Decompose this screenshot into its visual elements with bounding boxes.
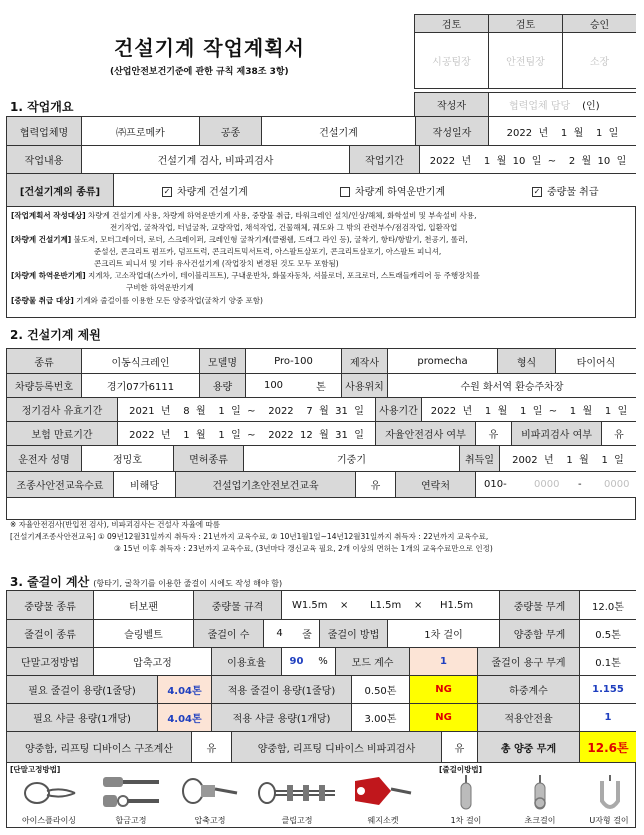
basic-education-label: 건설업기초안전보건교육 bbox=[175, 471, 355, 497]
basket-hitch-icon bbox=[597, 773, 623, 813]
icon-label: 초크걸이 bbox=[524, 816, 556, 825]
icon-label: 1차 걸이 bbox=[450, 816, 482, 825]
definition-line: 전기작업, 굴착작업, 터널굴착, 교량작업, 채석작업, 건물해체, 궤도와 그 밖의 관련부수/점검작업, 입환작업 bbox=[110, 223, 458, 232]
location-value[interactable]: 수원 화서역 환승주차장 bbox=[387, 373, 636, 397]
size-value[interactable] bbox=[281, 591, 499, 619]
weight-label: 중량물 무게 bbox=[499, 591, 579, 619]
sling-count-unit: 줄 bbox=[295, 619, 319, 647]
company-label: 협력업체명 bbox=[7, 117, 81, 145]
efficiency-unit: % bbox=[311, 647, 335, 675]
type-option-vehicle-handling[interactable] bbox=[340, 183, 445, 198]
applied-sling-label: 적용 줄걸이 용량(1줄당) bbox=[211, 675, 351, 703]
mode-value[interactable]: 1 bbox=[409, 647, 477, 675]
contact-mid: 0000 bbox=[534, 479, 560, 490]
use-period-value[interactable]: 2022 년 1 월 1 일 ~ 1 월 1 일 bbox=[421, 397, 636, 421]
capacity-value[interactable]: 100 bbox=[245, 373, 301, 397]
maker-value[interactable]: promecha bbox=[387, 349, 497, 373]
acquired-label: 취득일 bbox=[459, 445, 499, 471]
termination-value[interactable]: 압축고정 bbox=[93, 647, 211, 675]
driver-label: 운전자 성명 bbox=[7, 445, 81, 471]
form-label: 형식 bbox=[497, 349, 555, 373]
definition-line: 콘크리트 피니셔 및 기타 유사건설기계 (작업장치 변경된 것도 모두 포함됨) bbox=[94, 259, 339, 268]
sling-value[interactable]: 슬링벨트 bbox=[93, 619, 193, 647]
weight-value[interactable]: 12.0톤 bbox=[579, 591, 636, 619]
approval-header-1: 검토 bbox=[415, 15, 488, 32]
use-period-label: 사용기간 bbox=[375, 397, 421, 421]
period-value[interactable]: 2022 년 1 월 10 일 ~ 2 월 10 일 bbox=[419, 145, 636, 173]
date-label: 작성일자 bbox=[415, 117, 488, 145]
definition-line: [작업계획서 작성대상] 차량계 건설기계 사용, 차량계 하역운반기계 사용, 중량물 취급, 타워크레인 설치/인상/해체, 화학설비 및 부속설비 사용, bbox=[11, 211, 477, 220]
trade-label: 공종 bbox=[199, 117, 261, 145]
eye-splice-icon bbox=[21, 777, 77, 809]
form-value[interactable]: 타이어식 bbox=[555, 349, 636, 373]
hook-value[interactable]: 0.5톤 bbox=[579, 619, 636, 647]
size-height: H1.5m bbox=[440, 599, 474, 611]
alloy-socket-icon bbox=[101, 773, 161, 811]
license-label: 면허종류 bbox=[173, 445, 243, 471]
work-value[interactable]: 건설기계 검사, 비파괴검사 bbox=[81, 145, 349, 173]
applied-sling-value[interactable]: 0.50톤 bbox=[351, 675, 409, 703]
approval-signer-1[interactable]: 시공팀장 bbox=[415, 32, 488, 88]
reg-value[interactable]: 경기07가6111 bbox=[81, 373, 199, 397]
size-label: 중량물 규격 bbox=[193, 591, 281, 619]
hook-label: 양중함 무게 bbox=[499, 619, 579, 647]
tool-weight-label: 줄걸이 용구 무게 bbox=[477, 647, 579, 675]
load-factor-label: 하중계수 bbox=[477, 675, 579, 703]
self-safety-value[interactable]: 유 bbox=[475, 421, 511, 445]
section2-title: 2. 건설기계 제원 bbox=[10, 328, 101, 342]
model-label: 모델명 bbox=[199, 349, 245, 373]
ndt-label: 비파괴검사 여부 bbox=[511, 421, 601, 445]
definitions-box bbox=[6, 206, 636, 318]
company-value[interactable]: ㈜프로메카 bbox=[81, 117, 199, 145]
location-label: 사용위치 bbox=[341, 373, 387, 397]
definition-line: [차량계 건설기계] 불도저, 모터그레이더, 로더, 스크레이퍼, 크레인형 굴착기계(클램쉘, 드래그 라인 등), 굴착기, 항타/항발기, 천공기, 롤러, bbox=[11, 235, 468, 244]
icon-label: 합금고정 bbox=[115, 816, 147, 825]
struct-calc-value[interactable]: 유 bbox=[191, 731, 231, 762]
load-factor-value: 1.155 bbox=[579, 675, 636, 703]
compression-sleeve-icon bbox=[181, 775, 239, 809]
safety-rate-value: 1 bbox=[579, 703, 636, 731]
sling-count-label: 줄걸이 수 bbox=[193, 619, 263, 647]
vertical-hitch-icon bbox=[455, 773, 477, 813]
safety-rate-label: 적용안전율 bbox=[477, 703, 579, 731]
model-value[interactable]: Pro-100 bbox=[245, 349, 341, 373]
approval-header-3: 승인 bbox=[562, 15, 636, 32]
device-ndt-value[interactable]: 유 bbox=[441, 731, 477, 762]
inspection-label: 정기검사 유효기간 bbox=[7, 397, 117, 421]
size-times-1: × bbox=[340, 599, 349, 611]
type-option-label: 차량계 하역운반기계 bbox=[355, 186, 446, 198]
wire-clip-icon bbox=[257, 779, 337, 807]
section1-title: 1. 작업개요 bbox=[10, 100, 74, 114]
contact-prefix: 010- bbox=[484, 479, 507, 490]
maker-label: 제작사 bbox=[341, 349, 387, 373]
struct-calc-label: 양중함, 리프팅 디바이스 구조계산 bbox=[7, 731, 191, 762]
icon-label: 웨지소켓 bbox=[367, 816, 399, 825]
size-times-2: × bbox=[414, 599, 423, 611]
applied-shackle-value[interactable]: 3.00톤 bbox=[351, 703, 409, 731]
self-safety-label: 자율안전검사 여부 bbox=[375, 421, 475, 445]
efficiency-value[interactable]: 90 bbox=[281, 647, 311, 675]
definition-line: [차량계 하역운반기계] 지게차, 고소작업대(스카이, 테이블리프트), 구내운반차, 화물자동차, 셔블로더, 포크로더, 스트래들캐리어 등 주행장치를 bbox=[11, 271, 480, 280]
total-weight-value: 12.6톤 bbox=[579, 731, 636, 762]
definition-line: [중량물 취급 대상] 기계와 줄걸이를 이용한 모든 양중작업(굴착기 양중 포함) bbox=[11, 296, 263, 305]
approval-header-2: 검토 bbox=[488, 15, 562, 32]
cargo-value[interactable]: 터보팬 bbox=[93, 591, 193, 619]
contact-label: 연락처 bbox=[395, 471, 475, 497]
contact-field[interactable] bbox=[475, 471, 636, 497]
icon-label: U자형 걸이 bbox=[589, 816, 629, 825]
definition-line: 구비한 하역운반기계 bbox=[126, 283, 194, 292]
specs-note-line: [건설기계조종사안전교육] ① 09년12월31일까지 취득자 : 21년까지 교육수료, ② 10년1월1일~14년12월31일까지 취득자 : 22년까지 교육수료, bbox=[10, 532, 489, 541]
trade-value[interactable]: 건설기계 bbox=[261, 117, 415, 145]
date-value[interactable]: 2022 년 1 월 1 일 bbox=[488, 117, 636, 145]
total-weight-label: 총 양중 무게 bbox=[477, 731, 579, 762]
machine-type-label: [건설기계의 종류] bbox=[7, 173, 113, 206]
choker-hitch-icon bbox=[529, 773, 551, 813]
size-width: W1.5m bbox=[292, 599, 328, 611]
applied-shackle-result: NG bbox=[409, 703, 477, 731]
capacity-label: 용량 bbox=[199, 373, 245, 397]
specs-note-line: ③ 15년 이후 취득자 : 23년까지 교육수료, (3년마다 갱신교육 필요, 2개 이상의 면허는 1개의 교육수료만으로 인정) bbox=[114, 544, 493, 553]
author-field[interactable] bbox=[488, 93, 636, 116]
document-title: 건설기계 작업계획서 bbox=[114, 36, 305, 60]
section3-title: 3. 줄걸이 계산 (항타기, 굴착기를 이용한 줄걸이 시에도 작성 해야 함) bbox=[10, 575, 283, 589]
rigging-table bbox=[6, 590, 636, 762]
efficiency-label: 이용효율 bbox=[211, 647, 281, 675]
acquired-value[interactable]: 2002 년 1 월 1 일 bbox=[499, 445, 636, 471]
cargo-label: 중량물 종류 bbox=[7, 591, 93, 619]
type-option-label: 중량물 취급 bbox=[547, 186, 599, 198]
icon-label: 클립고정 bbox=[281, 816, 313, 825]
rigging-illustrations bbox=[6, 762, 636, 828]
termination-methods-heading: [단말고정방법] bbox=[10, 765, 61, 774]
license-value[interactable]: 기중기 bbox=[243, 445, 459, 471]
icon-label: 아이스플라이싱 bbox=[21, 816, 77, 825]
approval-signer-3[interactable]: 소장 bbox=[562, 32, 636, 88]
author-value: 협력업체 담당 bbox=[509, 101, 571, 112]
ndt-value[interactable]: 유 bbox=[601, 421, 636, 445]
definition-line: 준설선, 콘크리트 펌프카, 덤프트럭, 콘크리트믹서트럭, 아스팔트살포기, 콘크리트살포기, 아스팔트 피니셔, bbox=[94, 247, 442, 256]
need-shackle-label: 필요 샤클 용량(1개당) bbox=[7, 703, 157, 731]
contact-dash: - bbox=[578, 479, 582, 490]
author-row bbox=[414, 92, 636, 116]
sling-label: 줄걸이 종류 bbox=[7, 619, 93, 647]
applied-shackle-label: 적용 샤클 용량(1개당) bbox=[211, 703, 351, 731]
type-option-vehicle-construction[interactable] bbox=[162, 183, 248, 198]
size-length: L1.5m bbox=[370, 599, 402, 611]
method-value[interactable]: 1차 걸이 bbox=[387, 619, 499, 647]
mode-label: 모드 계수 bbox=[335, 647, 409, 675]
method-label: 줄걸이 방법 bbox=[319, 619, 387, 647]
driver-value[interactable]: 정밍호 bbox=[81, 445, 173, 471]
reg-label: 차량등록번호 bbox=[7, 373, 81, 397]
insurance-label: 보험 만료기간 bbox=[7, 421, 117, 445]
approval-table bbox=[414, 14, 636, 89]
inspection-value[interactable]: 2021 년 8 월 1 일 ~ 2022 7 월 31 일 bbox=[117, 397, 375, 421]
icon-label: 압축고정 bbox=[194, 816, 226, 825]
type-option-label: 차량계 건설기계 bbox=[177, 186, 248, 198]
author-seal: (인) bbox=[582, 101, 600, 112]
applied-sling-result: NG bbox=[409, 675, 477, 703]
capacity-unit: 톤 bbox=[301, 373, 341, 397]
type-option-heavy-lifting[interactable] bbox=[532, 183, 598, 198]
contact-last: 0000 bbox=[604, 479, 630, 490]
device-ndt-label: 양중함, 리프팅 디바이스 비파괴검사 bbox=[231, 731, 441, 762]
period-label: 작업기간 bbox=[349, 145, 419, 173]
termination-label: 단말고정방법 bbox=[7, 647, 93, 675]
checkbox-empty-icon bbox=[340, 187, 350, 197]
pilot-education-value[interactable]: 비해당 bbox=[113, 471, 175, 497]
wedge-socket-icon bbox=[351, 773, 413, 811]
tool-weight-value[interactable]: 0.1톤 bbox=[579, 647, 636, 675]
specs-note-line: ※ 자율안전검사(반입전 검사), 비파괴검사는 건설사 자율에 따름 bbox=[10, 520, 220, 529]
machine-type-options bbox=[113, 173, 636, 206]
insurance-value[interactable]: 2022 년 1 월 1 일 ~ 2022 12 월 31 일 bbox=[117, 421, 375, 445]
need-sling-label: 필요 줄걸이 용량(1줄당) bbox=[7, 675, 157, 703]
rigging-methods-heading: [줄걸이방법] bbox=[439, 765, 483, 774]
author-label: 작성자 bbox=[415, 93, 488, 116]
document-subtitle: (산업안전보건기준에 관한 규칙 제38조 3항) bbox=[110, 67, 289, 77]
basic-education-value[interactable]: 유 bbox=[355, 471, 395, 497]
checkbox-checked-icon: ✓ bbox=[533, 186, 541, 196]
work-label: 작업내용 bbox=[7, 145, 81, 173]
work-plan-document bbox=[6, 6, 638, 830]
specs-table bbox=[6, 348, 636, 520]
kind-label: 종류 bbox=[7, 349, 81, 373]
kind-value[interactable]: 이동식크레인 bbox=[81, 349, 199, 373]
checkbox-checked-icon: ✓ bbox=[163, 186, 171, 196]
pilot-education-label: 조종사안전교육수료 bbox=[7, 471, 113, 497]
sling-count-value[interactable]: 4 bbox=[263, 619, 295, 647]
approval-signer-2[interactable]: 안전팀장 bbox=[488, 32, 562, 88]
overview-table bbox=[6, 116, 636, 206]
specs-notes bbox=[7, 497, 636, 520]
need-shackle-value: 4.04톤 bbox=[157, 703, 211, 731]
need-sling-value: 4.04톤 bbox=[157, 675, 211, 703]
